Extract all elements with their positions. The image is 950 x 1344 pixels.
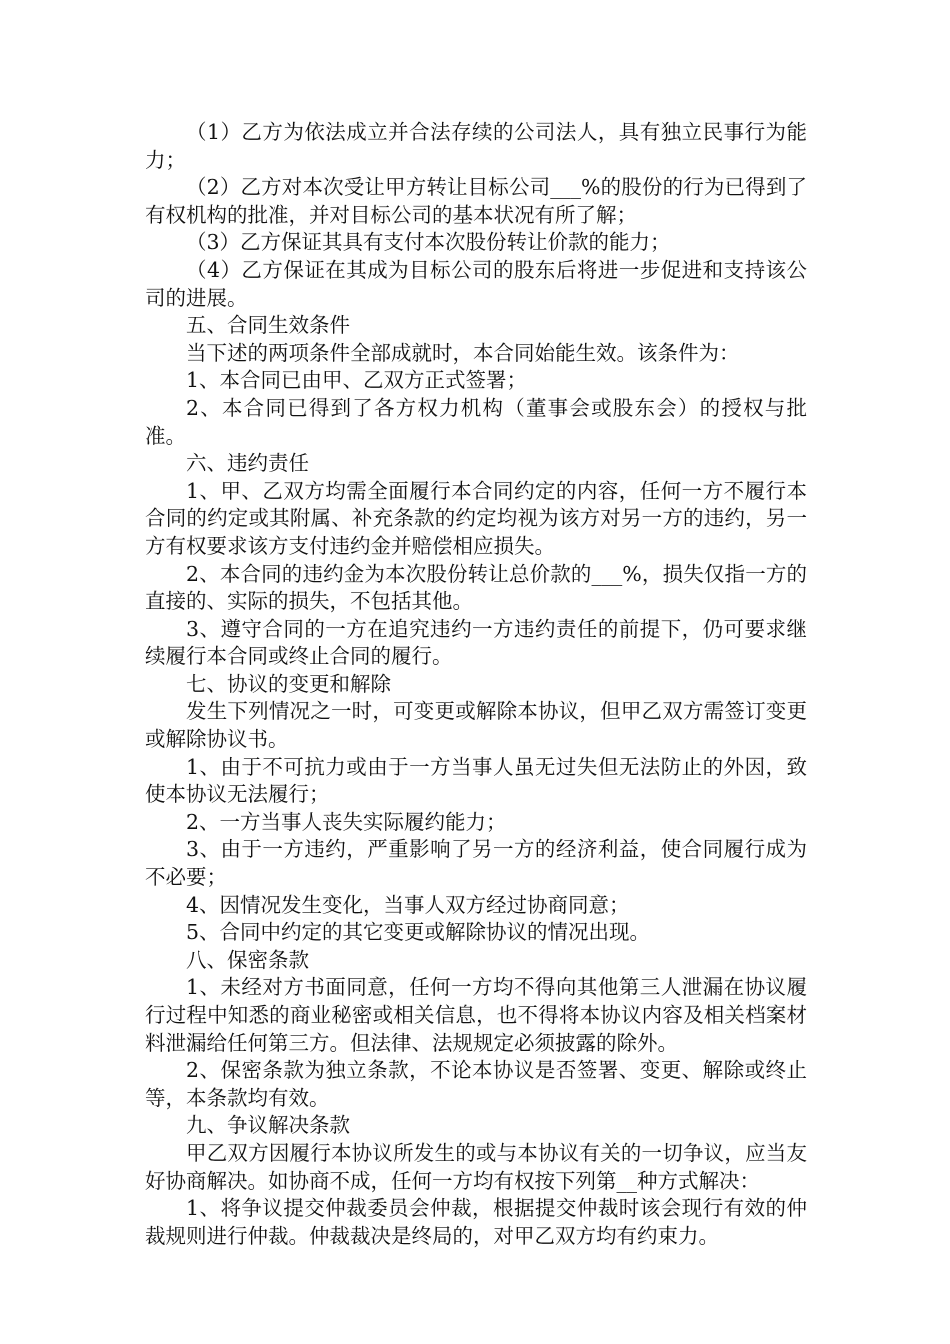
confidentiality-clause-1: 1、未经对方书面同意，任何一方均不得向其他第三人泄漏在协议履行过程中知悉的商业秘密或相关信息，也不得将本协议内容及相关档案材料泄漏给任何第三方。但法律、法规规定必须披露的除外。 bbox=[145, 975, 807, 1055]
clause-1-legal-entity: （1）乙方为依法成立并合法存续的公司法人，具有独立民事行为能力； bbox=[145, 120, 807, 172]
clause-3-payment-ability: （3）乙方保证其具有支付本次股份转让价款的能力； bbox=[186, 230, 671, 255]
section-heading-dispute-resolution: 九、争议解决条款 bbox=[186, 1113, 350, 1138]
dispute-resolution-intro: 甲乙双方因履行本协议所发生的或与本协议有关的一切争议，应当友好协商解决。如协商不成，任何一方均有权按下列第__种方式解决： bbox=[145, 1140, 807, 1193]
section-heading-amendment: 七、协议的变更和解除 bbox=[186, 671, 391, 696]
dispute-resolution-option-1: 1、将争议提交仲裁委员会仲裁，根据提交仲裁时该会现行有效的仲裁规则进行仲裁。仲裁裁决是终局的，对甲乙双方均有约束力。 bbox=[145, 1196, 807, 1248]
amendment-case-2: 2、一方当事人丧失实际履约能力； bbox=[186, 809, 507, 834]
liability-clause-1: 1、甲、乙双方均需全面履行本合同约定的内容，任何一方不履行本合同的约定或其附属、补充条款的约定均视为该方对另一方的违约，另一方有权要求该方支付违约金并赔偿相应损失。 bbox=[145, 478, 807, 558]
document-body bbox=[145, 119, 807, 1250]
liability-clause-3: 3、遵守合同的一方在追究违约一方违约责任的前提下，仍可要求继续履行本合同或终止合同的履行。 bbox=[145, 616, 807, 669]
effective-condition-1: 1、本合同已由甲、乙双方正式签署； bbox=[186, 368, 528, 393]
liability-clause-2: 2、本合同的违约金为本次股份转让总价款的___%，损失仅指一方的直接的、实际的损失，不包括其他。 bbox=[145, 561, 807, 614]
amendment-intro: 发生下列情况之一时，可变更或解除本协议，但甲乙双方需签订变更或解除协议书。 bbox=[145, 699, 807, 752]
clause-2-approval: （2）乙方对本次受让甲方转让目标公司___%的股份的行为已得到了有权机构的批准，并对目标公司的基本状况有所了解； bbox=[145, 175, 807, 227]
section-heading-effective-conditions: 五、合同生效条件 bbox=[186, 313, 350, 338]
effective-conditions-intro: 当下述的两项条件全部成就时，本合同始能生效。该条件为： bbox=[186, 340, 740, 365]
amendment-case-3: 3、由于一方违约，严重影响了另一方的经济利益，使合同履行成为不必要； bbox=[145, 837, 807, 890]
amendment-case-5: 5、合同中约定的其它变更或解除协议的情况出现。 bbox=[186, 920, 651, 945]
confidentiality-clause-2: 2、保密条款为独立条款，不论本协议是否签署、变更、解除或终止等，本条款均有效。 bbox=[145, 1058, 807, 1110]
section-heading-confidentiality: 八、保密条款 bbox=[186, 947, 309, 972]
section-heading-liability: 六、违约责任 bbox=[186, 451, 309, 476]
amendment-case-1: 1、由于不可抗力或由于一方当事人虽无过失但无法防止的外因，致使本协议无法履行； bbox=[145, 754, 807, 807]
effective-condition-2: 2、本合同已得到了各方权力机构（董事会或股东会）的授权与批准。 bbox=[145, 395, 807, 448]
clause-4-promote-development: （4）乙方保证在其成为目标公司的股东后将进一步促进和支持该公司的进展。 bbox=[145, 257, 807, 310]
amendment-case-4: 4、因情况发生变化，当事人双方经过协商同意； bbox=[186, 892, 630, 917]
